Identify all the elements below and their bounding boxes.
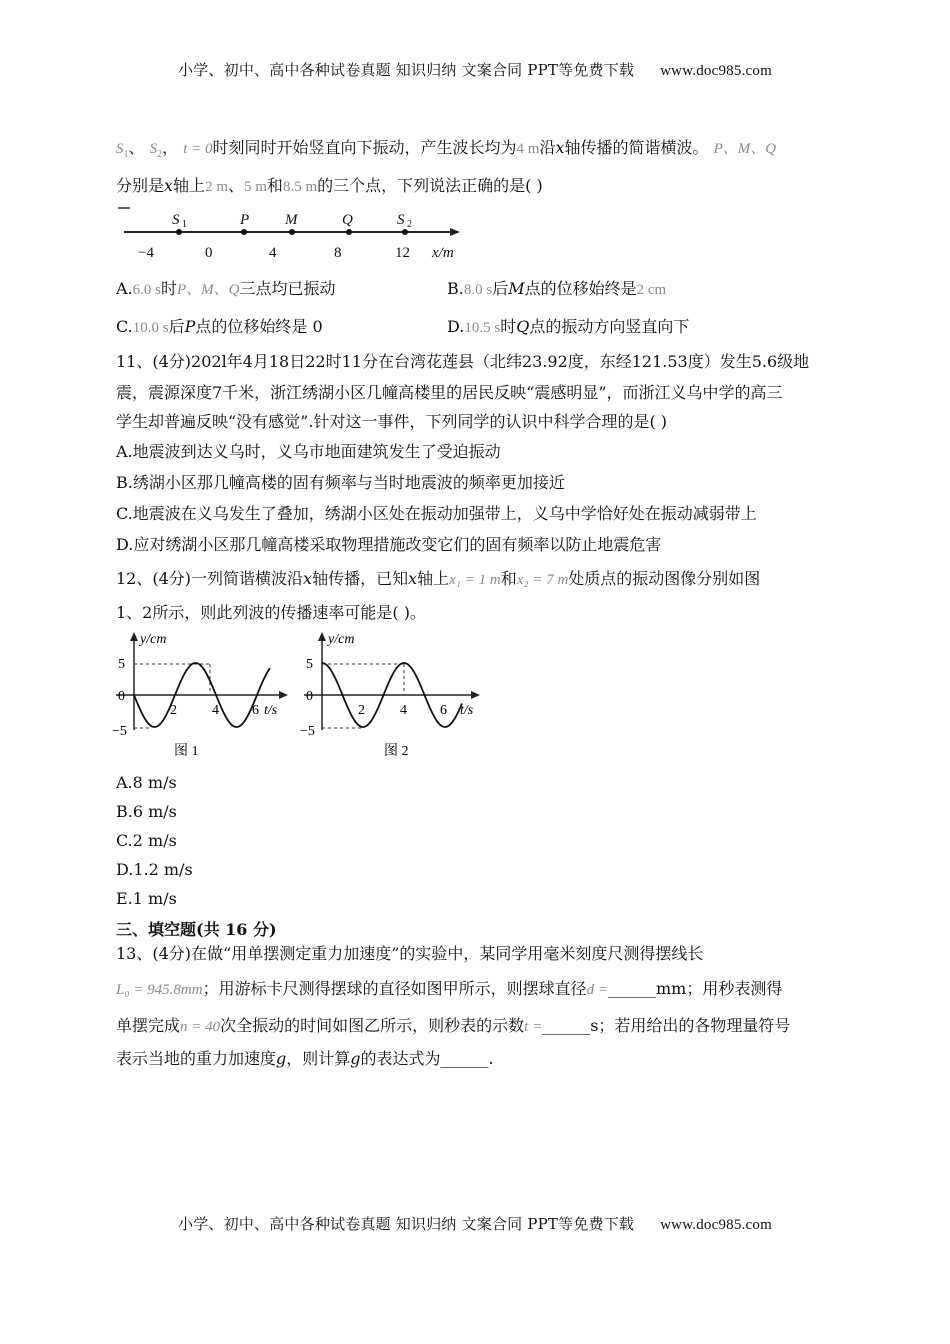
point-m: M [508, 279, 525, 298]
position-x1: x₁ = 1 m [449, 572, 501, 588]
tick-label: 8 [334, 245, 342, 261]
q11-option-b: B.绣湖小区那几幢高楼的固有频率与当时地震波的频率更加接近 [116, 473, 565, 492]
g-var: g [276, 1049, 287, 1068]
x-tick: 6 [440, 703, 447, 718]
y-label: y/cm [328, 632, 355, 647]
point-sub: 1 [182, 219, 187, 230]
text: 点的振动方向竖直向下 [529, 317, 690, 336]
symbol-s2: S [149, 141, 158, 157]
point-label-m: M [285, 212, 298, 228]
q12-line1 [116, 566, 760, 589]
dot-m [289, 229, 295, 235]
page-footer [0, 1213, 950, 1234]
x-tick: 4 [212, 703, 219, 718]
y-tick: 0 [118, 689, 125, 704]
t-zero: t = 0 [183, 141, 213, 157]
dot-q [346, 229, 352, 235]
q12-option-c: C.2 m/s [116, 831, 177, 850]
y-axis-arrow [318, 632, 326, 641]
text: 的表达式为______. [360, 1049, 494, 1068]
text: 轴上 [173, 176, 206, 195]
value: 2 cm [636, 282, 667, 298]
q13-line4 [116, 1046, 494, 1069]
text: 次全振动的时间如图乙所示，则秒表的示数 [220, 1016, 525, 1035]
option-letter: D. [447, 317, 465, 336]
point-p: P [184, 317, 196, 336]
q13-line1: 13、(4分)在做“用单摆测定重力加速度”的实验中，某同学用毫米刻度尺测得摆线长 [116, 944, 704, 963]
text: 后 [492, 279, 509, 298]
x-var: x [303, 569, 313, 588]
y-tick: −5 [112, 724, 127, 739]
value: 6.0 s [132, 282, 161, 298]
option-letter: A. [116, 279, 133, 298]
point-label-q: Q [342, 212, 353, 228]
value: 10.5 s [464, 320, 501, 336]
header-text: 小学、初中、高中各种试卷真题 知识归纳 文案合同 PPT等免费下载 [178, 61, 635, 79]
point-q: Q [516, 317, 530, 336]
sep: 、 [227, 176, 244, 195]
point-label-s2: S [397, 212, 405, 228]
y-axis-arrow [130, 632, 138, 641]
q12-line2: 1、2所示，则此列波的传播速率可能是( )。 [116, 603, 426, 622]
q13-line3 [116, 1013, 790, 1036]
symbol-s1: S [116, 141, 124, 157]
diameter-d: d = [586, 982, 608, 998]
option-letter: C. [116, 317, 133, 336]
text: 和 [266, 176, 283, 195]
text: 表示当地的重力加速度 [116, 1049, 277, 1068]
y-tick: 5 [306, 657, 313, 672]
text: 时 [500, 317, 517, 336]
x-var: x [555, 138, 565, 157]
text: 处质点的振动图像分别如图 [568, 569, 761, 588]
x-var: x [164, 176, 174, 195]
text: 单摆完成 [116, 1016, 181, 1035]
q13-line2 [116, 976, 782, 999]
header-url[interactable]: www.doc985.com [660, 63, 772, 79]
q11-option-c: C.地震波在义乌发生了叠加，绣湖小区处在振动加强带上，义乌中学恰好处在振动减弱带上 [116, 504, 757, 523]
y-tick: 0 [306, 689, 313, 704]
sub-s2: 2 [157, 149, 163, 161]
q11-line3: 学生却普遍反映“没有感觉”.针对这一事件，下列同学的认识中科学合理的是( ) [116, 412, 668, 431]
x-tick: 6 [252, 703, 259, 718]
q10-option-b [447, 276, 666, 299]
y-label: y/cm [140, 632, 167, 647]
q10-option-a [116, 276, 336, 299]
q10-line2 [116, 173, 543, 196]
wavelength: 4 m [516, 141, 540, 157]
q12-option-a: A.8 m/s [116, 773, 177, 792]
text: ，则计算 [286, 1049, 351, 1068]
text: ______s；若用给出的各物理量符号 [542, 1016, 791, 1035]
q12-option-e: E.1 m/s [116, 889, 177, 908]
text: 点的位移始终是 [524, 279, 637, 298]
text: 的三个点，下列说法正确的是( ) [317, 176, 543, 195]
value: 2 m [205, 179, 228, 195]
footer-url[interactable]: www.doc985.com [660, 1217, 772, 1233]
text: 轴上 [417, 569, 450, 588]
q11-line2: 震，震源深度7千米，浙江绣湖小区几幢高楼里的居民反映“震感明显”，而浙江义乌中学的高三 [116, 383, 783, 402]
x-label: t/s [264, 703, 278, 718]
point-label-s1: S [172, 212, 180, 228]
text: ；用游标卡尺测得摆球的直径如图甲所示，则摆球直径 [202, 979, 587, 998]
caption: 图 2 [384, 744, 409, 759]
x-axis-diagram [116, 204, 466, 264]
q12-option-b: B.6 m/s [116, 802, 177, 821]
text: 和 [500, 569, 517, 588]
footer-text: 小学、初中、高中各种试卷真题 知识归纳 文案合同 PPT等免费下载 [178, 1215, 635, 1233]
text: 沿 [539, 138, 556, 157]
point-label-p: P [240, 212, 250, 228]
text: 点的位移始终是 0 [195, 317, 323, 336]
dot-p [241, 229, 247, 235]
dot-s2 [402, 229, 408, 235]
value: 8.5 m [282, 179, 318, 195]
axis-arrow [450, 228, 460, 236]
q11-line1: 11、(4分)202l年4月18日22时11分在台湾花莲县（北纬23.92度，东经121.53度）发生5.6级地 [116, 352, 810, 371]
text: 分别是 [116, 176, 165, 195]
x-tick: 2 [170, 703, 177, 718]
point-sub: 2 [407, 219, 412, 230]
points-pmq: P、M、Q [713, 141, 777, 157]
q10-option-d [447, 314, 689, 337]
page-header [0, 59, 950, 80]
value: 8.0 s [463, 282, 493, 298]
q10-option-c [116, 314, 323, 337]
x-label: t/s [460, 703, 474, 718]
text: 后 [168, 317, 185, 336]
dot-s1 [176, 229, 182, 235]
length-l0: L₀ = 945.8mm [116, 982, 203, 998]
points-pmq: P、M、Q [177, 282, 240, 298]
q12-option-d: D.1.2 m/s [116, 860, 193, 879]
y-tick: 5 [118, 657, 125, 672]
tick-label: −4 [138, 245, 154, 261]
axis-unit: x/m [432, 245, 454, 261]
text: 时 [160, 279, 177, 298]
tick-label: 12 [395, 245, 410, 261]
x-tick: 2 [358, 703, 365, 718]
value: 5 m [244, 179, 267, 195]
text: ______mm；用秒表测得 [608, 979, 783, 998]
x-var: x [408, 569, 418, 588]
count-n: n = 40 [180, 1019, 221, 1035]
text: 轴传播的简谐横波。 [564, 138, 709, 157]
figure-1-vibration-graph [112, 630, 292, 764]
text: 时刻同时开始竖直向下振动，产生波长均为 [212, 138, 517, 157]
g-var: g [350, 1049, 361, 1068]
tick-label: 4 [269, 245, 277, 261]
y-tick: −5 [300, 724, 315, 739]
q10-line1 [116, 135, 776, 160]
sub-s1: 1 [123, 149, 129, 161]
sep: 、 [128, 138, 145, 157]
text: 三点均已振动 [239, 279, 336, 298]
text: 轴传播，已知 [312, 569, 409, 588]
text: 12、(4分)一列简谐横波沿 [116, 569, 304, 588]
tick-label: 0 [205, 245, 213, 261]
q11-option-d: D.应对绣湖小区那几幢高楼采取物理措施改变它们的固有频率以防止地震危害 [116, 535, 662, 554]
caption: 图 1 [174, 744, 199, 759]
option-letter: B. [447, 279, 464, 298]
value: 10.0 s [132, 320, 169, 336]
x-tick: 4 [400, 703, 407, 718]
comma: ， [162, 138, 179, 157]
figure-2-vibration-graph [300, 630, 490, 764]
position-x2: x₂ = 7 m [516, 572, 569, 588]
time-t: t = [524, 1019, 543, 1035]
section-title: 三、填空题(共 16 分) [116, 920, 277, 939]
q11-option-a: A.地震波到达义乌时，义乌市地面建筑发生了受迫振动 [116, 442, 501, 461]
x-axis-arrow [279, 691, 288, 699]
x-axis-arrow [471, 691, 480, 699]
